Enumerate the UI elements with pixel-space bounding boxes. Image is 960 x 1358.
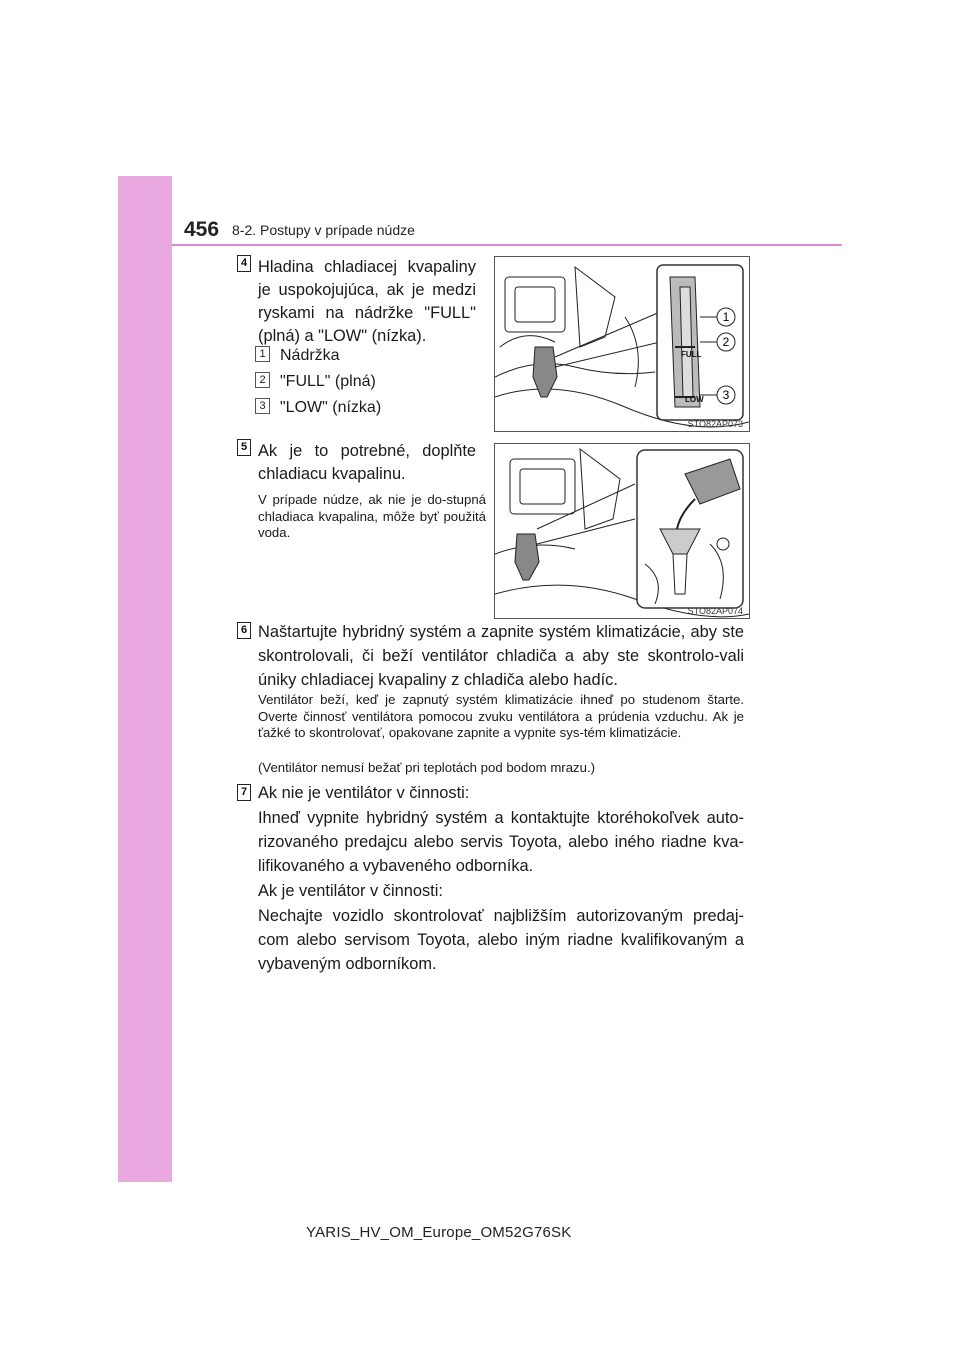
step5-note: V prípade núdze, ak nie je do-stupná chladiaca kvapalina, môže byť použitá voda. bbox=[258, 492, 486, 540]
step7-fan-off-heading: Ak nie je ventilátor v činnosti: bbox=[258, 784, 470, 802]
step4-text: Hladina chladiacej kvapaliny je uspokojujúca, ak je medzi ryskami na nádržke "FULL" (plná) a "LOW" (nízka). bbox=[258, 258, 476, 345]
refill-coolant-illustration bbox=[495, 444, 749, 618]
document-id-footer: YARIS_HV_OM_Europe_OM52G76SK bbox=[306, 1224, 572, 1241]
header-divider bbox=[172, 244, 842, 246]
step7-fan-off-text: Ihneď vypnite hybridný systém a kontaktujte ktoréhokoľvek auto-rizovaného predajcu alebo servis Toyota, alebo iného riadne kva-lifikovaného a vybaveného odborníka. bbox=[258, 809, 744, 875]
step-badge-4: 4 bbox=[237, 255, 251, 272]
figure-coolant-reservoir bbox=[494, 256, 750, 432]
item-label-tank: Nádržka bbox=[280, 347, 340, 364]
page-number: 456 bbox=[184, 218, 220, 241]
step-badge-6: 6 bbox=[237, 622, 251, 639]
section-title: 8-2. Postupy v prípade núdze bbox=[232, 222, 415, 238]
step6-text: Naštartujte hybridný systém a zapnite systém klimatizácie, aby ste skontrolovali, či beží ventilátor chladiča a aby ste skontrolo-vali úniky chladiacej kvapaliny z chladiča alebo hadíc. bbox=[258, 623, 744, 689]
callout-3: 3 bbox=[722, 388, 730, 402]
item-badge-1: 1 bbox=[255, 346, 270, 362]
item-badge-3: 3 bbox=[255, 398, 270, 414]
step-badge-5: 5 bbox=[237, 439, 251, 456]
item-badge-2: 2 bbox=[255, 372, 270, 388]
item-label-full: "FULL" (plná) bbox=[280, 373, 376, 390]
step7-fan-on-text: Nechajte vozidlo skontrolovať najbližším autorizovaným predaj-com alebo servisom Toyota, alebo iným riadne kvalifikovaným a vybaveným odborníkom. bbox=[258, 907, 744, 973]
callout-2: 2 bbox=[722, 335, 730, 349]
chapter-sidebar-tab bbox=[118, 176, 172, 1182]
figure-code: STO82AP074 bbox=[687, 606, 743, 616]
low-mark-label: LOW bbox=[685, 395, 704, 404]
item-label-low: "LOW" (nízka) bbox=[280, 399, 382, 416]
figure-code: STO82AP073 bbox=[687, 419, 743, 429]
full-mark-label: FULL bbox=[681, 350, 702, 359]
figure-refill-coolant bbox=[494, 443, 750, 619]
step6-note: Ventilátor beží, keď je zapnutý systém klimatizácie ihneď po studenom štarte. Overte činnosť ventilátora pomocou zvuku ventilátora a prúdenia vzduchu. Ak je ťažké to skontrolovať, opakovane zapnite a vypnite sys-tém klimatizácie. bbox=[258, 692, 744, 740]
step-badge-7: 7 bbox=[237, 784, 251, 801]
step6-note-frost: (Ventilátor nemusí bežať pri teplotách pod bodom mrazu.) bbox=[258, 760, 596, 775]
step5-text: Ak je to potrebné, doplňte chladiacu kvapalinu. bbox=[258, 442, 476, 483]
callout-1: 1 bbox=[722, 310, 730, 324]
step7-fan-on-heading: Ak je ventilátor v činnosti: bbox=[258, 882, 443, 900]
coolant-reservoir-illustration bbox=[495, 257, 749, 431]
